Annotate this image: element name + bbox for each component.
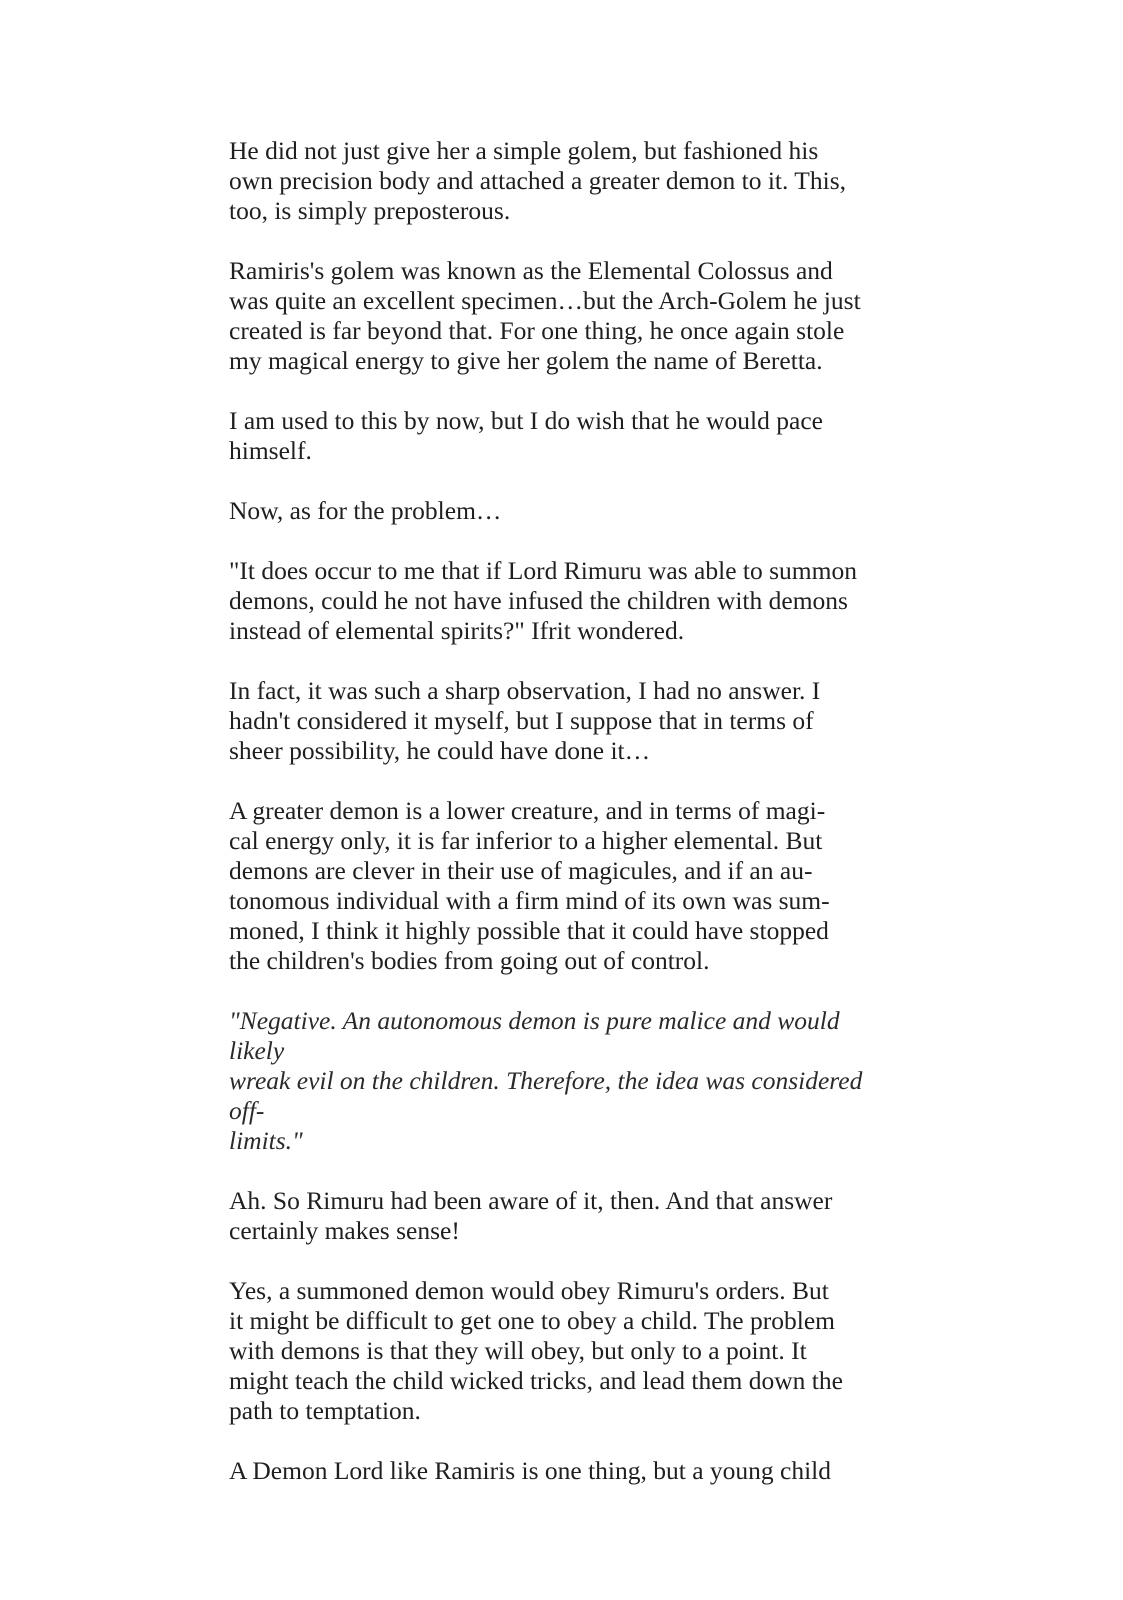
paragraph-6: In fact, it was such a sharp observation, I had no answer. I hadn't considered it myself, but I suppose that in terms of sheer possibility, he could have done it… [229,676,821,765]
paragraph-9: Ah. So Rimuru had been aware of it, then. And that answer certainly makes sense! [229,1186,833,1245]
paragraph-4: Now, as for the problem… [229,496,502,525]
paragraph-11: A Demon Lord like Ramiris is one thing, but a young child [229,1456,832,1485]
paragraph-5-dialogue: "It does occur to me that if Lord Rimuru was able to summon demons, could he not have infused the children with demons instead of elemental spirits?" Ifrit wondered. [229,556,857,645]
paragraph-8-italic-quote: "Negative. An autonomous demon is pure malice and would likely wreak evil on the children. Therefore, the idea was considered off- limits." [229,1006,863,1155]
paragraph-2: Ramiris's golem was known as the Elemental Colossus and was quite an excellent specimen…but the Arch-Golem he just created is far beyond that. For one thing, he once again stole my magical energy to give her golem the name of Beretta. [229,256,861,375]
paragraph-1: He did not just give her a simple golem, but fashioned his own precision body and attached a greater demon to it. This, too, is simply preposterous. [229,136,847,225]
paragraph-3: I am used to this by now, but I do wish that he would pace himself. [229,406,823,465]
paragraph-10: Yes, a summoned demon would obey Rimuru's orders. But it might be difficult to get one to obey a child. The problem with demons is that they will obey, but only to a point. It might teach the child wicked tricks, and lead them down the path to temptation. [229,1276,843,1425]
paragraph-7: A greater demon is a lower creature, and in terms of magi- cal energy only, it is far inferior to a higher elemental. But demons are clever in their use of magicules, and if an au- tonomous individual with a firm mind of its own was sum- moned, I think it highly possible that it could have stopped the children's bodies from going out of control. [229,796,830,975]
body-text [229,136,889,1516]
